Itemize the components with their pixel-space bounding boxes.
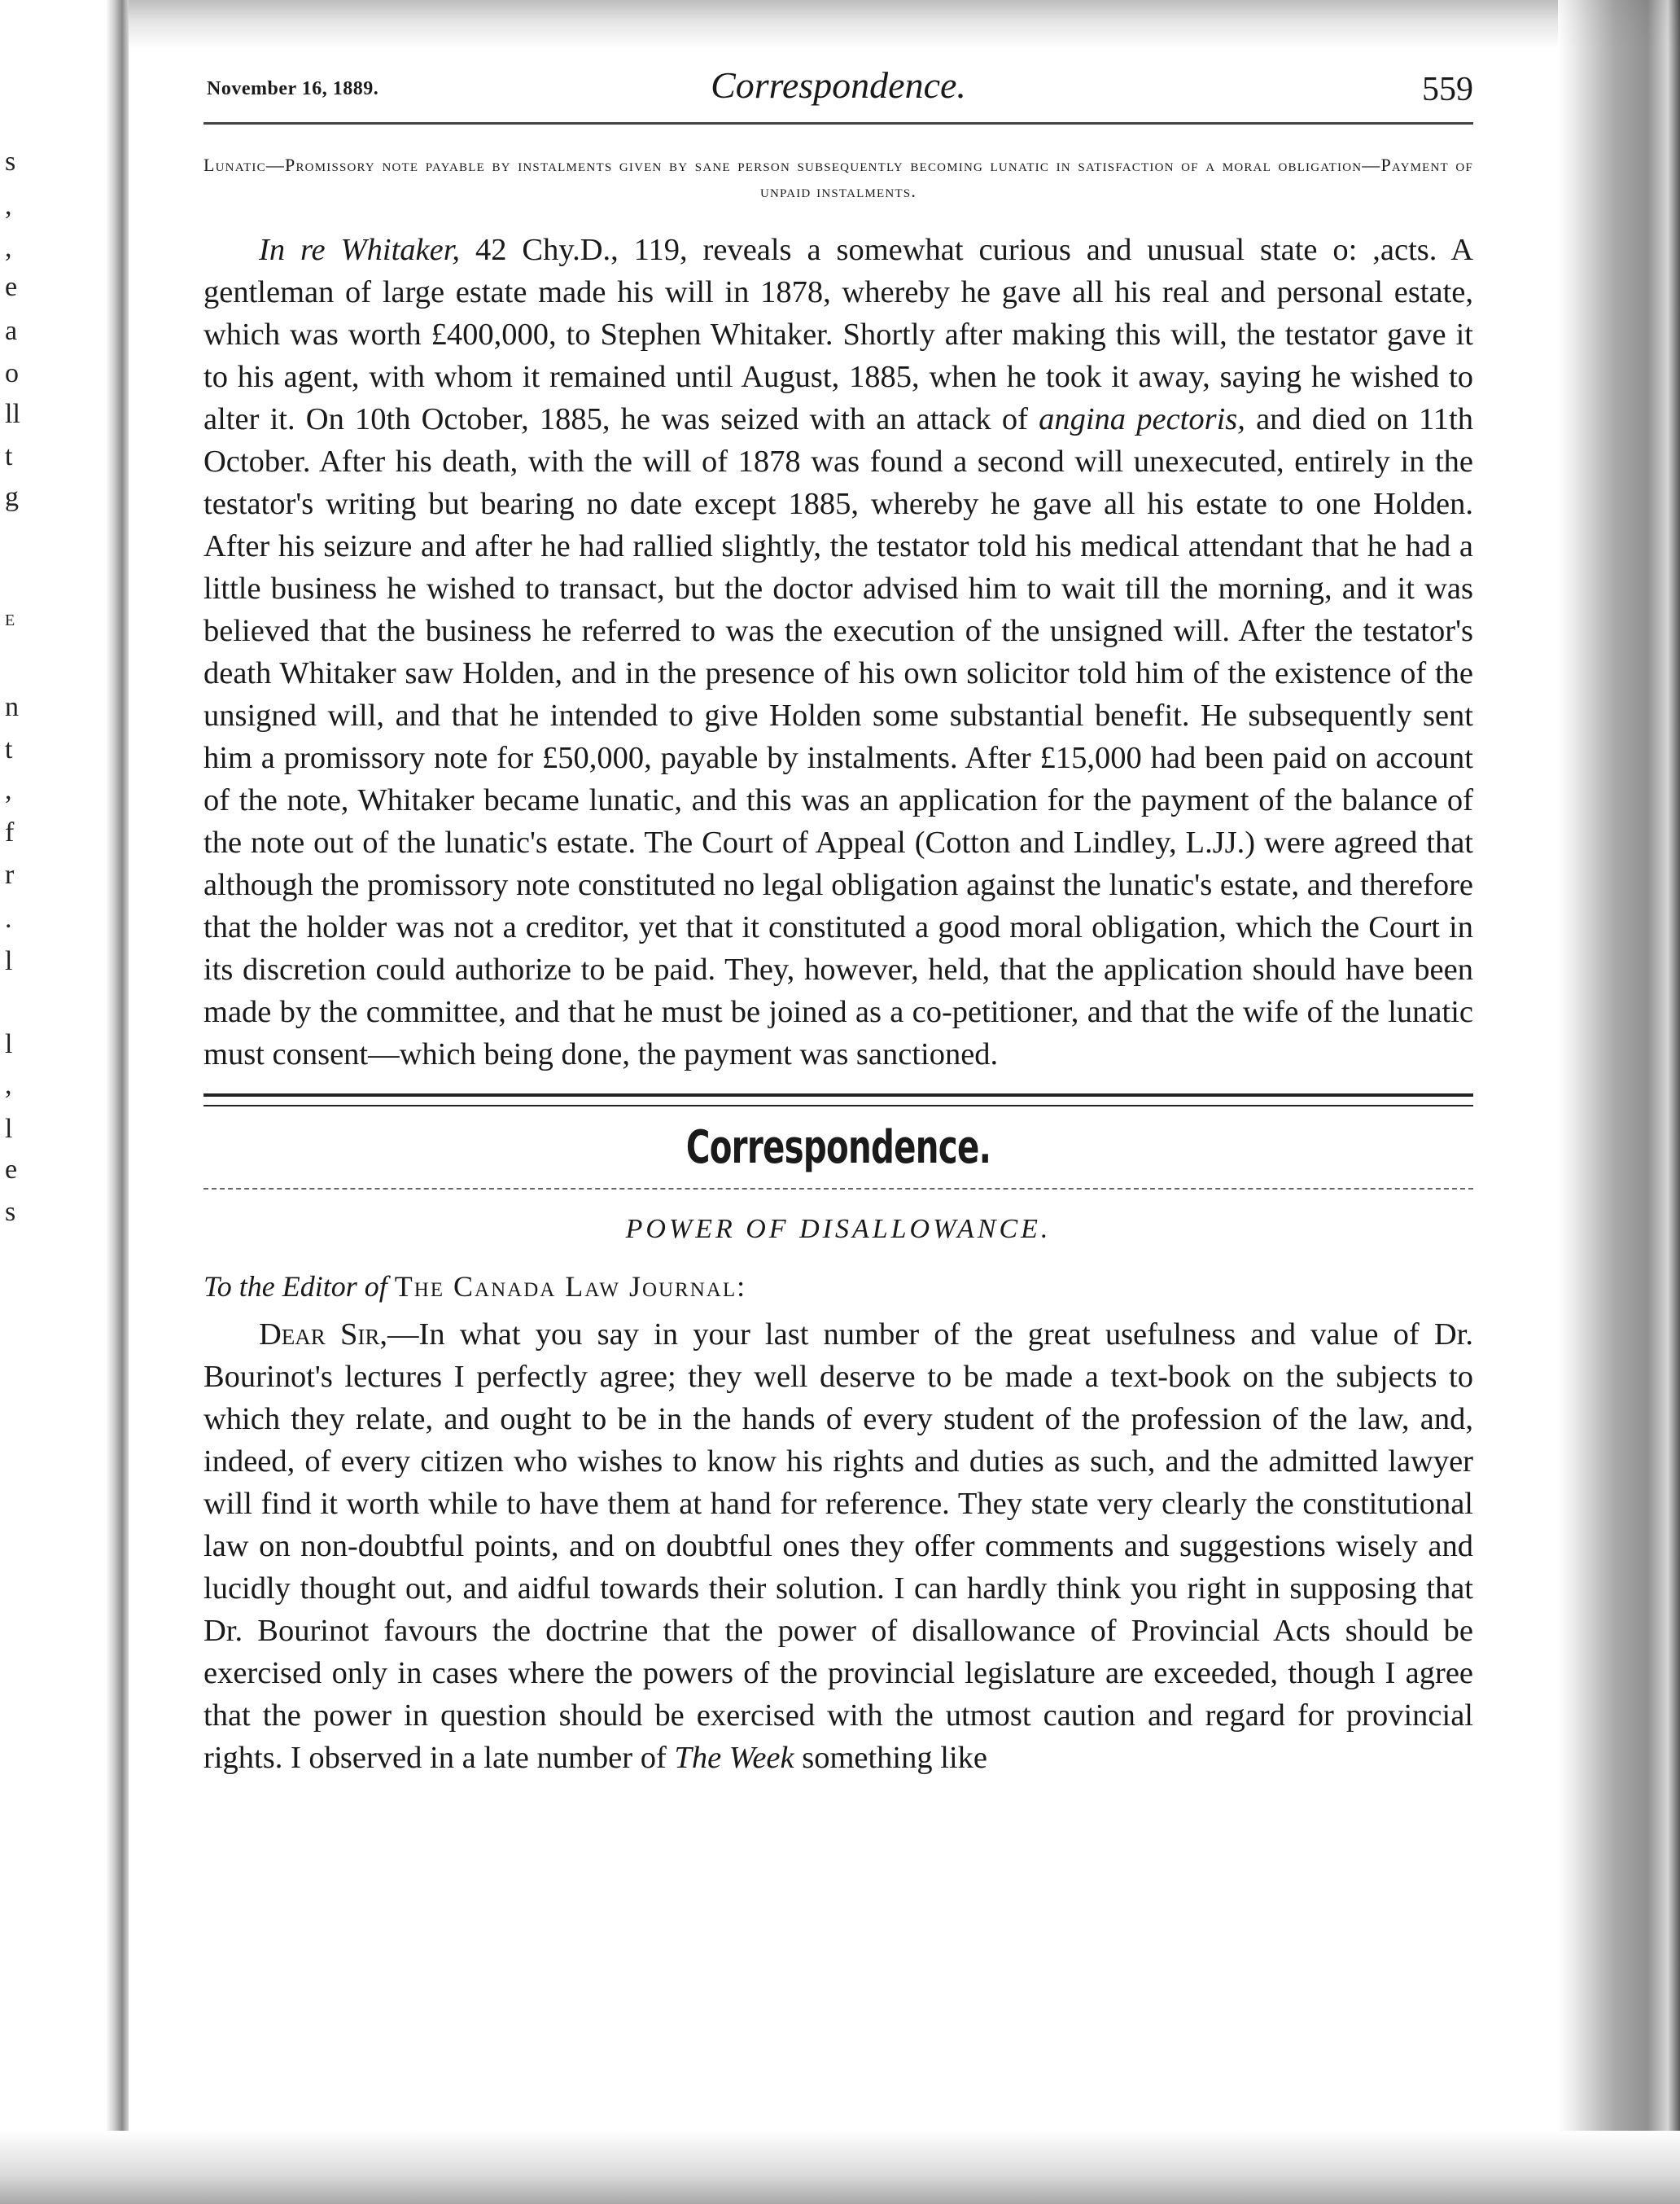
margin-fragment: , <box>5 1070 12 1100</box>
scan-shadow-bottom <box>0 2131 1680 2204</box>
margin-fragment: ll <box>5 399 20 429</box>
journal-name: The Canada Law Journal: <box>394 1270 747 1303</box>
margin-fragment: s <box>5 1197 16 1227</box>
margin-fragment: n <box>5 692 19 722</box>
issue-date: November 16, 1889. <box>207 78 379 99</box>
publication-name: The Week <box>674 1741 794 1775</box>
disease-name: angina pectoris, <box>1039 402 1245 436</box>
scan-shadow-left <box>0 0 129 2204</box>
running-title: Correspondence. <box>711 64 966 106</box>
margin-fragment: t <box>5 734 13 765</box>
margin-fragment: r <box>5 860 15 890</box>
margin-fragment: g <box>5 482 19 512</box>
margin-fragment: t <box>5 441 13 471</box>
margin-fragment: E <box>5 611 15 629</box>
letter-address <box>203 1269 1473 1304</box>
case-title: Lunatic—Promissory note payable by instalments given by sane person subsequently becoming lunatic in satisfaction of a moral obligation—Payment of unpaid instalments. <box>203 155 1473 201</box>
section-divider <box>203 1093 1473 1106</box>
salutation: Dear Sir, <box>259 1317 387 1352</box>
case-text-part-1: 42 Chy.D., 119, reveals a somewhat curious and unusual state o: ,acts. A gentleman of large estate made his will in 1878, whereby he gave all his real and personal estate, which was worth £400,000, to Stephen Whitaker. Shortly after making this will, the testator gave it to his agent, with whom it remained until August, 1885, when he took it away, saying he wished to alter it. On 10th October, 1885, he was seized with an attack of <box>203 233 1473 436</box>
margin-fragment: l <box>5 946 13 976</box>
margin-fragment: . <box>5 904 12 934</box>
margin-fragment: , <box>5 191 12 221</box>
margin-fragment: o <box>5 358 19 388</box>
letter-text-part-2: something like <box>794 1741 987 1775</box>
margin-fragment: , <box>5 233 12 263</box>
scan-shadow-top <box>0 0 1680 49</box>
letter-text-part-1: —In what you say in your last number of the great usefulness and value of Dr. Bourinot's lectures I perfectly agree; they well deserve to be made a text-book on the subjects to which they relate, and ought to be in the hands of every student of the profession of the law, and, indeed, of every citizen who wishes to know his rights and duties as such, and the admitted lawyer will find it worth while to have them at hand for reference. They state very clearly the constitutional law on non-doubtful points, and on doubtful ones they offer comments and suggestions wisely and lucidly thought out, and aidful towards their solution. I can hardly think you right in supposing that Dr. Bourinot favours the doctrine that the power of disallowance of Provincial Acts should be exercised only in cases where the powers of the provincial legislature are exceeded, though I agree that the power in question should be exercised with the utmost caution and regard for provincial rights. I observed in a late number of <box>203 1317 1473 1775</box>
margin-fragment: a <box>5 316 18 346</box>
case-text-part-2: and died on 11th October. After his death, with the will of 1878 was found a second will unexecuted, entirely in the testator's writing but bearing no date except 1885, whereby he gave all his estate to one Holden. After his seizure and after he had rallied slightly, the testator told his medical attendant that he had a little business he wished to transact, but the doctor advised him to wait till the morning, and it was believed that the business he referred to was the execution of the unsigned will. After the testator's death Whitaker saw Holden, and in the presence of his own solicitor told him of the existence of the unsigned will, and that he intended to give Holden some substantial benefit. He subsequently sent him a promissory note for £50,000, payable by instalments. After £15,000 had been paid on account of the note, Whitaker became lunatic, and this was an application for the payment of the balance of the note out of the lunatic's estate. The Court of Appeal (Cotton and Lindley, L.JJ.) were agreed that although the promissory note constituted no legal obligation against the lunatic's estate, and therefore that the holder was not a creditor, yet that it constituted a good moral obligation, which the Court in its discretion could authorize to be paid. They, however, held, that the application should have been made by the committee, and that he must be joined as a co-petitioner, and that the wife of the lunatic must consent—which being done, the payment was sanctioned. <box>203 402 1474 1071</box>
margin-fragment: e <box>5 272 18 302</box>
section-heading: Correspondence. <box>685 1121 991 1174</box>
scan-shadow-right <box>1558 0 1680 2204</box>
heading-divider <box>203 1188 1473 1190</box>
journal-page <box>203 57 1473 1779</box>
margin-fragment: e <box>5 1155 18 1185</box>
margin-fragment: f <box>5 817 15 848</box>
margin-fragment: s <box>5 147 16 177</box>
letter-subject: POWER OF DISALLOWANCE. <box>625 1214 1052 1244</box>
case-reference: In re Whitaker, <box>259 233 461 267</box>
page-header <box>203 57 1473 125</box>
letter-paragraph <box>203 1313 1473 1779</box>
case-summary-paragraph <box>203 229 1473 1076</box>
page-number: 559 <box>1422 71 1473 108</box>
address-prefix: To the Editor of <box>203 1270 387 1303</box>
margin-fragment: l <box>5 1029 13 1059</box>
margin-fragment: , <box>5 775 12 805</box>
margin-fragment: l <box>5 1114 13 1144</box>
